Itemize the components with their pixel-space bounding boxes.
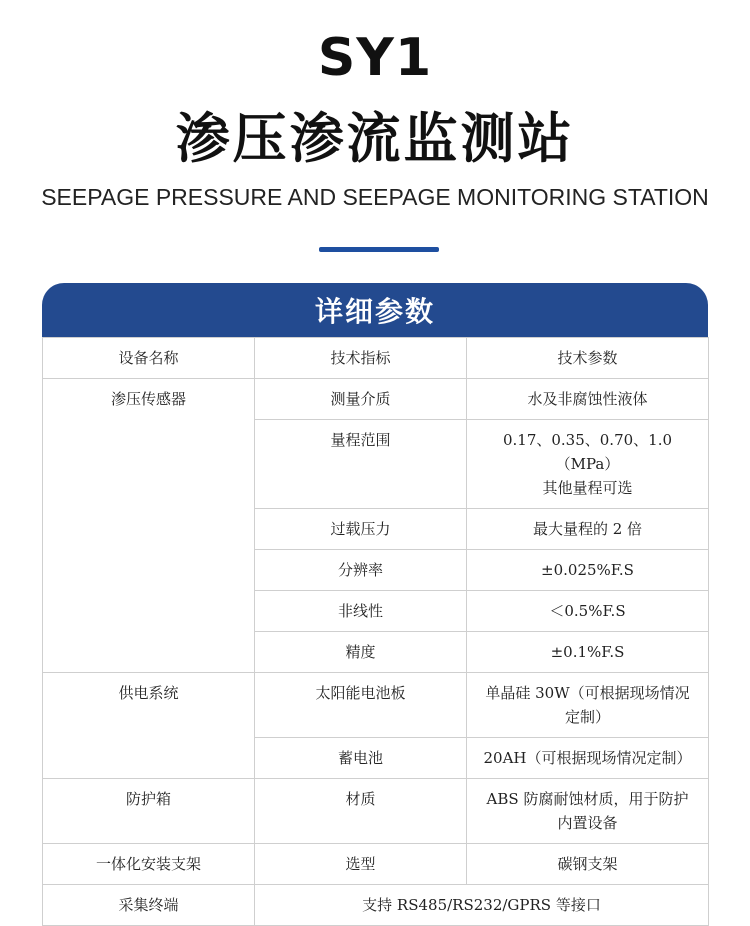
spec-name: 测量介质 bbox=[255, 379, 467, 420]
header-spec: 技术指标 bbox=[255, 338, 467, 379]
table-row bbox=[43, 844, 709, 885]
spec-name: 量程范围 bbox=[255, 420, 467, 509]
table-row bbox=[43, 885, 709, 926]
device-name: 防护箱 bbox=[43, 779, 255, 844]
spec-name: 材质 bbox=[255, 779, 467, 844]
spec-table bbox=[42, 337, 709, 926]
spec-name: 分辨率 bbox=[255, 550, 467, 591]
spec-value-line: 0.17、0.35、0.70、1.0（MPa） bbox=[502, 431, 673, 473]
spec-value: 最大量程的 2 倍 bbox=[467, 509, 709, 550]
spec-value: 碳钢支架 bbox=[467, 844, 709, 885]
spec-value bbox=[467, 420, 709, 509]
panel-header: 详细参数 bbox=[42, 283, 708, 337]
spec-name: 过载压力 bbox=[255, 509, 467, 550]
table-row bbox=[43, 673, 709, 738]
spec-name: 选型 bbox=[255, 844, 467, 885]
spec-value-merged: 支持 RS485/RS232/GPRS 等接口 bbox=[255, 885, 709, 926]
spec-value-line: ABS 防腐耐蚀材质，用于防护 bbox=[486, 790, 689, 808]
device-name: 一体化安装支架 bbox=[43, 844, 255, 885]
spec-value: ±0.025%F.S bbox=[467, 550, 709, 591]
table-row bbox=[43, 779, 709, 844]
table-header-row bbox=[43, 338, 709, 379]
spec-value-line: 定制） bbox=[564, 708, 610, 726]
header-value: 技术参数 bbox=[467, 338, 709, 379]
spec-value: 水及非腐蚀性液体 bbox=[467, 379, 709, 420]
spec-value bbox=[467, 673, 709, 738]
model-code: SY1 bbox=[317, 28, 433, 88]
spec-name: 精度 bbox=[255, 632, 467, 673]
spec-value: ±0.1%F.S bbox=[467, 632, 709, 673]
spec-value-line: 其他量程可选 bbox=[542, 479, 633, 497]
table-row bbox=[43, 379, 709, 420]
spec-name: 非线性 bbox=[255, 591, 467, 632]
spec-name: 蓄电池 bbox=[255, 738, 467, 779]
page-subtitle: SEEPAGE PRESSURE AND SEEPAGE MONITORING STATION bbox=[41, 184, 709, 210]
title-divider bbox=[319, 247, 439, 252]
spec-value-line: 内置设备 bbox=[557, 814, 618, 832]
spec-value-line: 单晶硅 30W（可根据现场情况 bbox=[485, 684, 690, 702]
spec-value bbox=[467, 779, 709, 844]
spec-value: ＜0.5%F.S bbox=[467, 591, 709, 632]
device-name: 采集终端 bbox=[43, 885, 255, 926]
header-device: 设备名称 bbox=[43, 338, 255, 379]
device-name: 渗压传感器 bbox=[43, 379, 255, 673]
device-name: 供电系统 bbox=[43, 673, 255, 779]
spec-name: 太阳能电池板 bbox=[255, 673, 467, 738]
spec-value: 20AH（可根据现场情况定制） bbox=[467, 738, 709, 779]
page-title: 渗压渗流监测站 bbox=[175, 107, 575, 170]
